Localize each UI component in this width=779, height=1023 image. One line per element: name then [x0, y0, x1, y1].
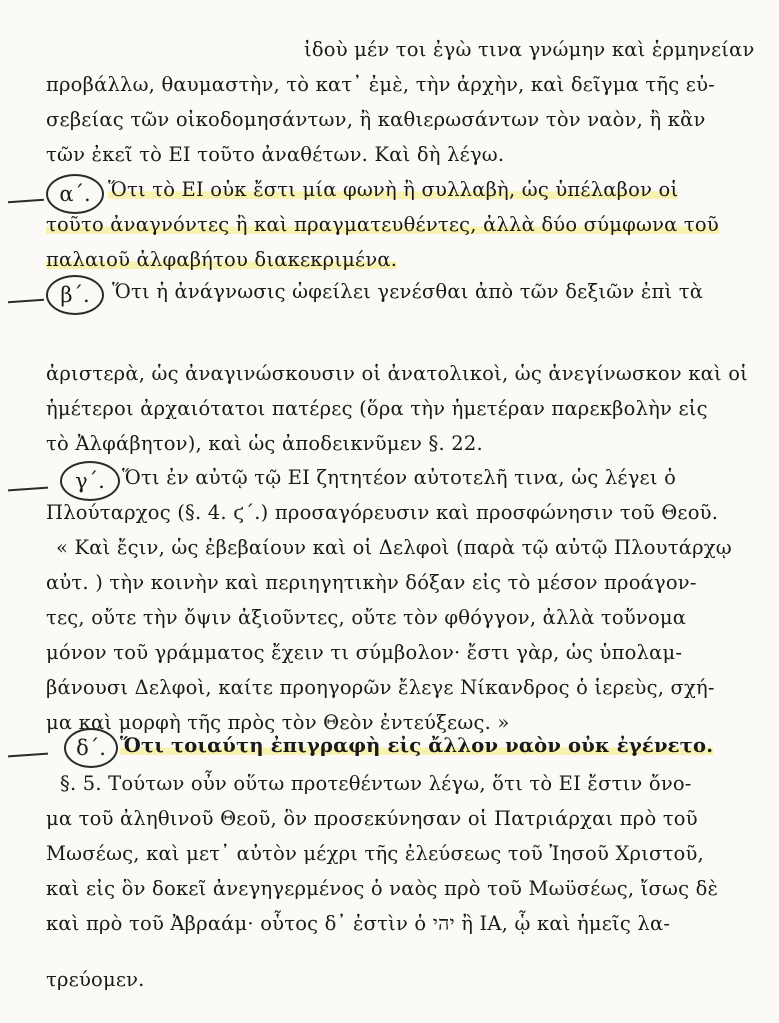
text-line: Ὅτι τὸ ΕΙ οὐκ ἔστι μία φωνὴ ἢ συλλαβὴ, ὡς ὑπέλαβον οἱ: [108, 178, 679, 201]
margin-dash: [8, 487, 48, 492]
text-line: παλαιοῦ ἀλφαβήτου διακεκριμένα.: [46, 248, 398, 271]
text-line: Ὅτι ἐν αὐτῷ τῷ ΕΙ ζητητέον αὐτοτελῆ τινα, ὡς λέγει ὁ: [122, 466, 677, 489]
text-line: ἀριστερὰ, ὡς ἀναγινώσκουσιν οἱ ἀνατολικοὶ, ὡς ἀνεγίνωσκον καὶ οἱ: [46, 362, 749, 385]
margin-dash: [8, 753, 48, 758]
text-line: προβάλλω, θαυμαστὴν, τὸ κατ᾽ ἐμὲ, τὴν ἀρχὴν, καὶ δεῖγμα τῆς εὐ-: [46, 73, 715, 96]
text-line: βάνουσι Δελφοὶ, καίτε προηγορῶν ἔλεγε Νίκανδρος ὁ ἱερεὺς, σχή-: [46, 676, 715, 699]
point-marker-4: δ΄.: [64, 728, 118, 768]
text-line: τὸ Ἀλφάβητον), καὶ ὡς ἀποδεικνῦμεν §. 22.: [46, 432, 483, 455]
text-line: ἡμέτεροι ἀρχαιότατοι πατέρες (ὅρα τὴν ἡμετέραν παρεκβολὴν εἰς: [46, 397, 708, 420]
point-marker-1: α΄.: [46, 174, 104, 214]
text-line: μόνον τοῦ γράμματος ἔχειν τι σύμβολον· ἔστι γὰρ, ὡς ὑπολαμ-: [46, 641, 683, 664]
text-line: μα καὶ μορφὴ τῆς πρὸς τὸν Θεὸν ἐντεύξεως. »: [46, 711, 510, 734]
margin-dash: [8, 199, 44, 204]
text-line: ἰδοὺ μέν τοι ἐγὼ τινα γνώμην καὶ ἑρμηνείαν: [304, 38, 755, 61]
text-line: Ὅτι ἡ ἀνάγνωσις ὠφείλει γενέσθαι ἀπὸ τῶν δεξιῶν ἐπὶ τὰ: [112, 280, 704, 303]
margin-dash: [8, 299, 44, 304]
text-line: καὶ εἰς ὃν δοκεῖ ἀνεγηγερμένος ὁ ναὸς πρὸ τοῦ Μωϋσέως, ἴσως δὲ: [46, 877, 719, 900]
point-marker-3: γ΄.: [60, 461, 120, 501]
text-line: τοῦτο ἀναγνόντες ἢ καὶ πραγματευθέντες, ἀλλὰ δύο σύμφωνα τοῦ: [46, 213, 719, 236]
text-line: Μωσέως, καὶ μετ᾽ αὐτὸν μέχρι τῆς ἐλεύσεως τοῦ Ἰησοῦ Χριστοῦ,: [46, 842, 704, 865]
text-line: τῶν ἐκεῖ τὸ ΕΙ τοῦτο ἀναθέτων. Καὶ δὴ λέγω.: [46, 143, 505, 166]
text-line: Ὅτι τοιαύτη ἐπιγραφὴ εἰς ἄλλον ναὸν οὐκ ἐγένετο.: [120, 734, 714, 757]
text-line: σεβείας τῶν οἰκοδομησάντων, ἢ καθιερωσάντων τὸν ναὸν, ἢ κἂν: [46, 108, 706, 131]
text-line: τες, οὔτε τὴν ὄψιν ἀξιοῦντες, οὔτε τὸν φθόγγον, ἀλλὰ τοὔνομα: [46, 606, 687, 629]
text-line: μα τοῦ ἀληθινοῦ Θεοῦ, ὃν προσεκύνησαν οἱ Πατριάρχαι πρὸ τοῦ: [46, 807, 698, 830]
text-line: αὐτ. ) τὴν κοινὴν καὶ περιηγητικὴν δόξαν εἰς τὸ μέσον προάγον-: [46, 571, 697, 594]
text-line: §. 5. Τούτων οὖν οὕτω προτεθέντων λέγω, ὅτι τὸ ΕΙ ἔστιν ὄνο-: [60, 772, 692, 795]
point-marker-2: β΄.: [46, 275, 104, 315]
text-line: Πλούταρχος (§. 4. ϛ΄.) προσαγόρευσιν καὶ προσφώνησιν τοῦ Θεοῦ.: [46, 501, 719, 524]
text-line: καὶ πρὸ τοῦ Ἀβραάμ· οὗτος δ᾽ ἐστὶν ὁ יהי ἢ ΙΑ, ᾧ καὶ ἡμεῖς λα-: [46, 912, 671, 935]
text-line: τρεύομεν.: [46, 968, 145, 991]
text-line: « Καὶ ἔςιν, ὡς ἐβεβαίουν καὶ οἱ Δελφοὶ (παρὰ τῷ αὐτῷ Πλουτάρχῳ: [56, 536, 732, 559]
